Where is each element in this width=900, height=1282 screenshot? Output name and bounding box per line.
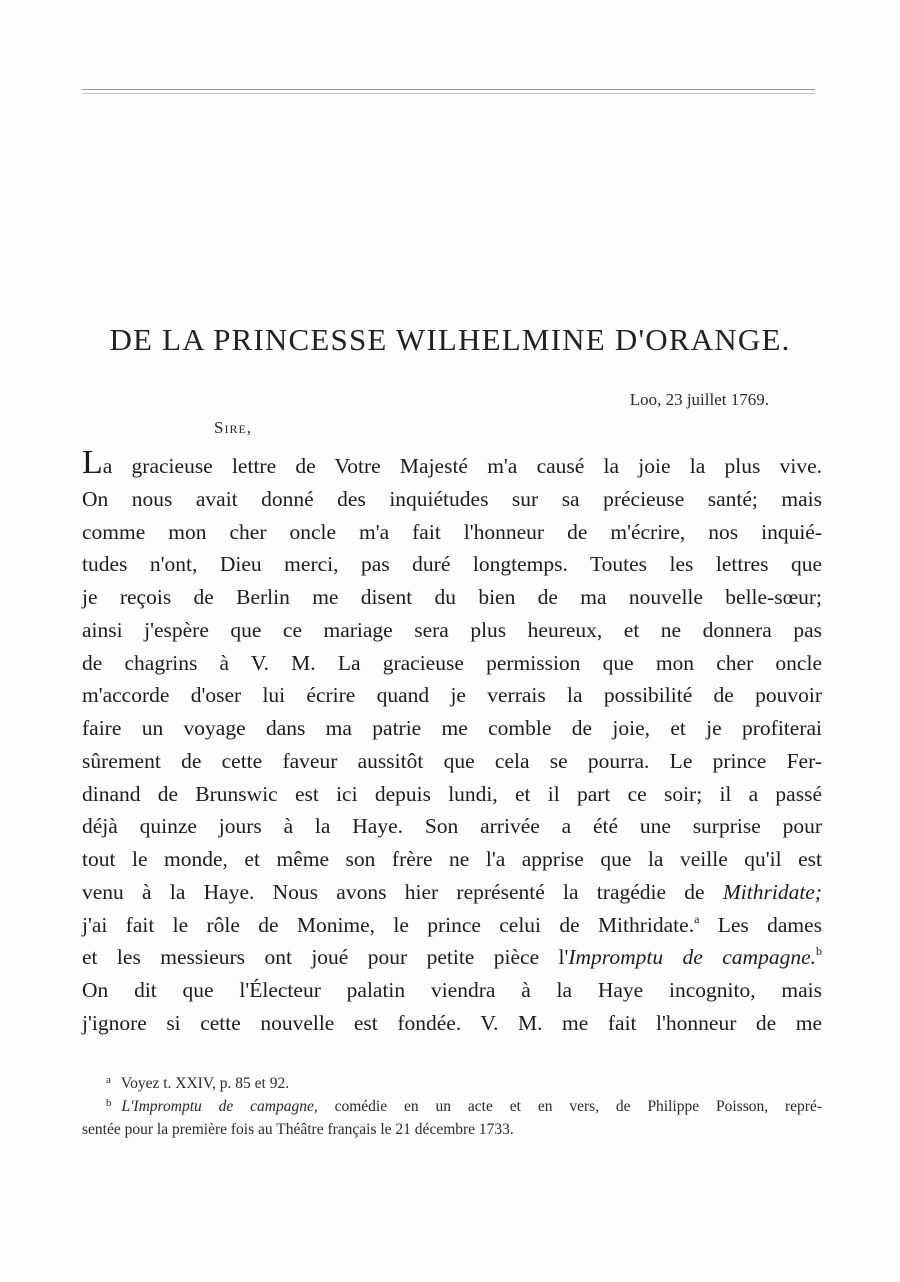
footnote-mark: b [106,1097,112,1109]
body-line: déjà quinze jours à la Haye. Son arrivée a été une surprise pour [82,814,822,839]
body-line: ainsi j'espère que ce mariage sera plus heureux, et ne donnera pas [82,617,822,642]
body-line: je reçois de Berlin me disent du bien de ma nouvelle belle-sœur; [82,585,822,609]
body-line: tout le monde, et même son frère ne l'a apprise que la veille qu'il est [82,847,822,871]
body-line: On nous avait donné des inquiétudes sur sa précieuse santé; mais [82,486,822,511]
body-line: j'ignore si cette nouvelle est fondée. V. M. me fait l'honneur de me [82,1010,822,1035]
line-text: et les messieurs ont joué pour petite pièce l' [82,945,569,970]
line-text: Les dames [699,912,823,937]
footnote-a [82,1072,822,1095]
italic-title: Mithridate; [722,879,822,904]
page-title: DE LA PRINCESSE WILHELMINE D'ORANGE. [109,322,791,357]
footnote-ref-b: b [816,944,822,959]
body-line [82,941,822,974]
body-line [82,909,822,942]
dateline: Loo, 23 juillet 1769. [629,390,769,409]
body-line: dinand de Brunswic est ici depuis lundi, et il part ce soir; il a passé [82,781,822,806]
body-line: tudes n'ont, Dieu merci, pas duré longtemps. Toutes les lettres que [82,552,822,577]
top-rule-secondary [82,93,815,94]
footnote-b-continued: sentée pour la première fois au Théâtre français le 21 décembre 1733. [82,1121,514,1138]
body-line: comme mon cher oncle m'a fait l'honneur de m'écrire, nos inquié- [82,519,822,544]
body-line: faire un voyage dans ma patrie me comble de joie, et je profiterai [82,716,822,740]
line-text: venu à la Haye. Nous avons hier représenté la tragédie de [82,879,723,904]
footnote-text: Voyez t. XXIV, p. 85 et 92. [120,1075,290,1092]
letter-body [82,444,823,1040]
top-rule [82,89,815,90]
italic-title: Impromptu de campagne. [568,945,816,970]
body-line [82,444,822,483]
drop-cap: L [82,444,103,481]
line-text: a gracieuse lettre de Votre Majesté m'a causé la joie la plus vive. [102,454,822,478]
body-line [82,876,822,909]
body-line: sûrement de cette faveur aussitôt que cela se pourra. Le prince Fer- [82,748,822,773]
footnote-ref-a: a [694,911,700,926]
line-text: j'ai fait le rôle de Monime, le prince celui de Mithridate. [82,912,695,937]
salutation: Sire, [214,418,253,437]
body-line: On dit que l'Électeur palatin viendra à la Haye incognito, mais [82,978,822,1002]
body-line: de chagrins à V. M. La gracieuse permission que mon cher oncle [82,650,822,675]
footnote-mark: a [106,1074,111,1086]
footnotes [82,1072,822,1141]
footnote-text: comédie en un acte et en vers, de Philippe Poisson, repré- [317,1098,822,1115]
footnote-b [82,1095,822,1118]
footnote-italic: L'Impromptu de campagne, [121,1098,318,1115]
body-line: m'accorde d'oser lui écrire quand je verrais la possibilité de pouvoir [82,683,822,708]
